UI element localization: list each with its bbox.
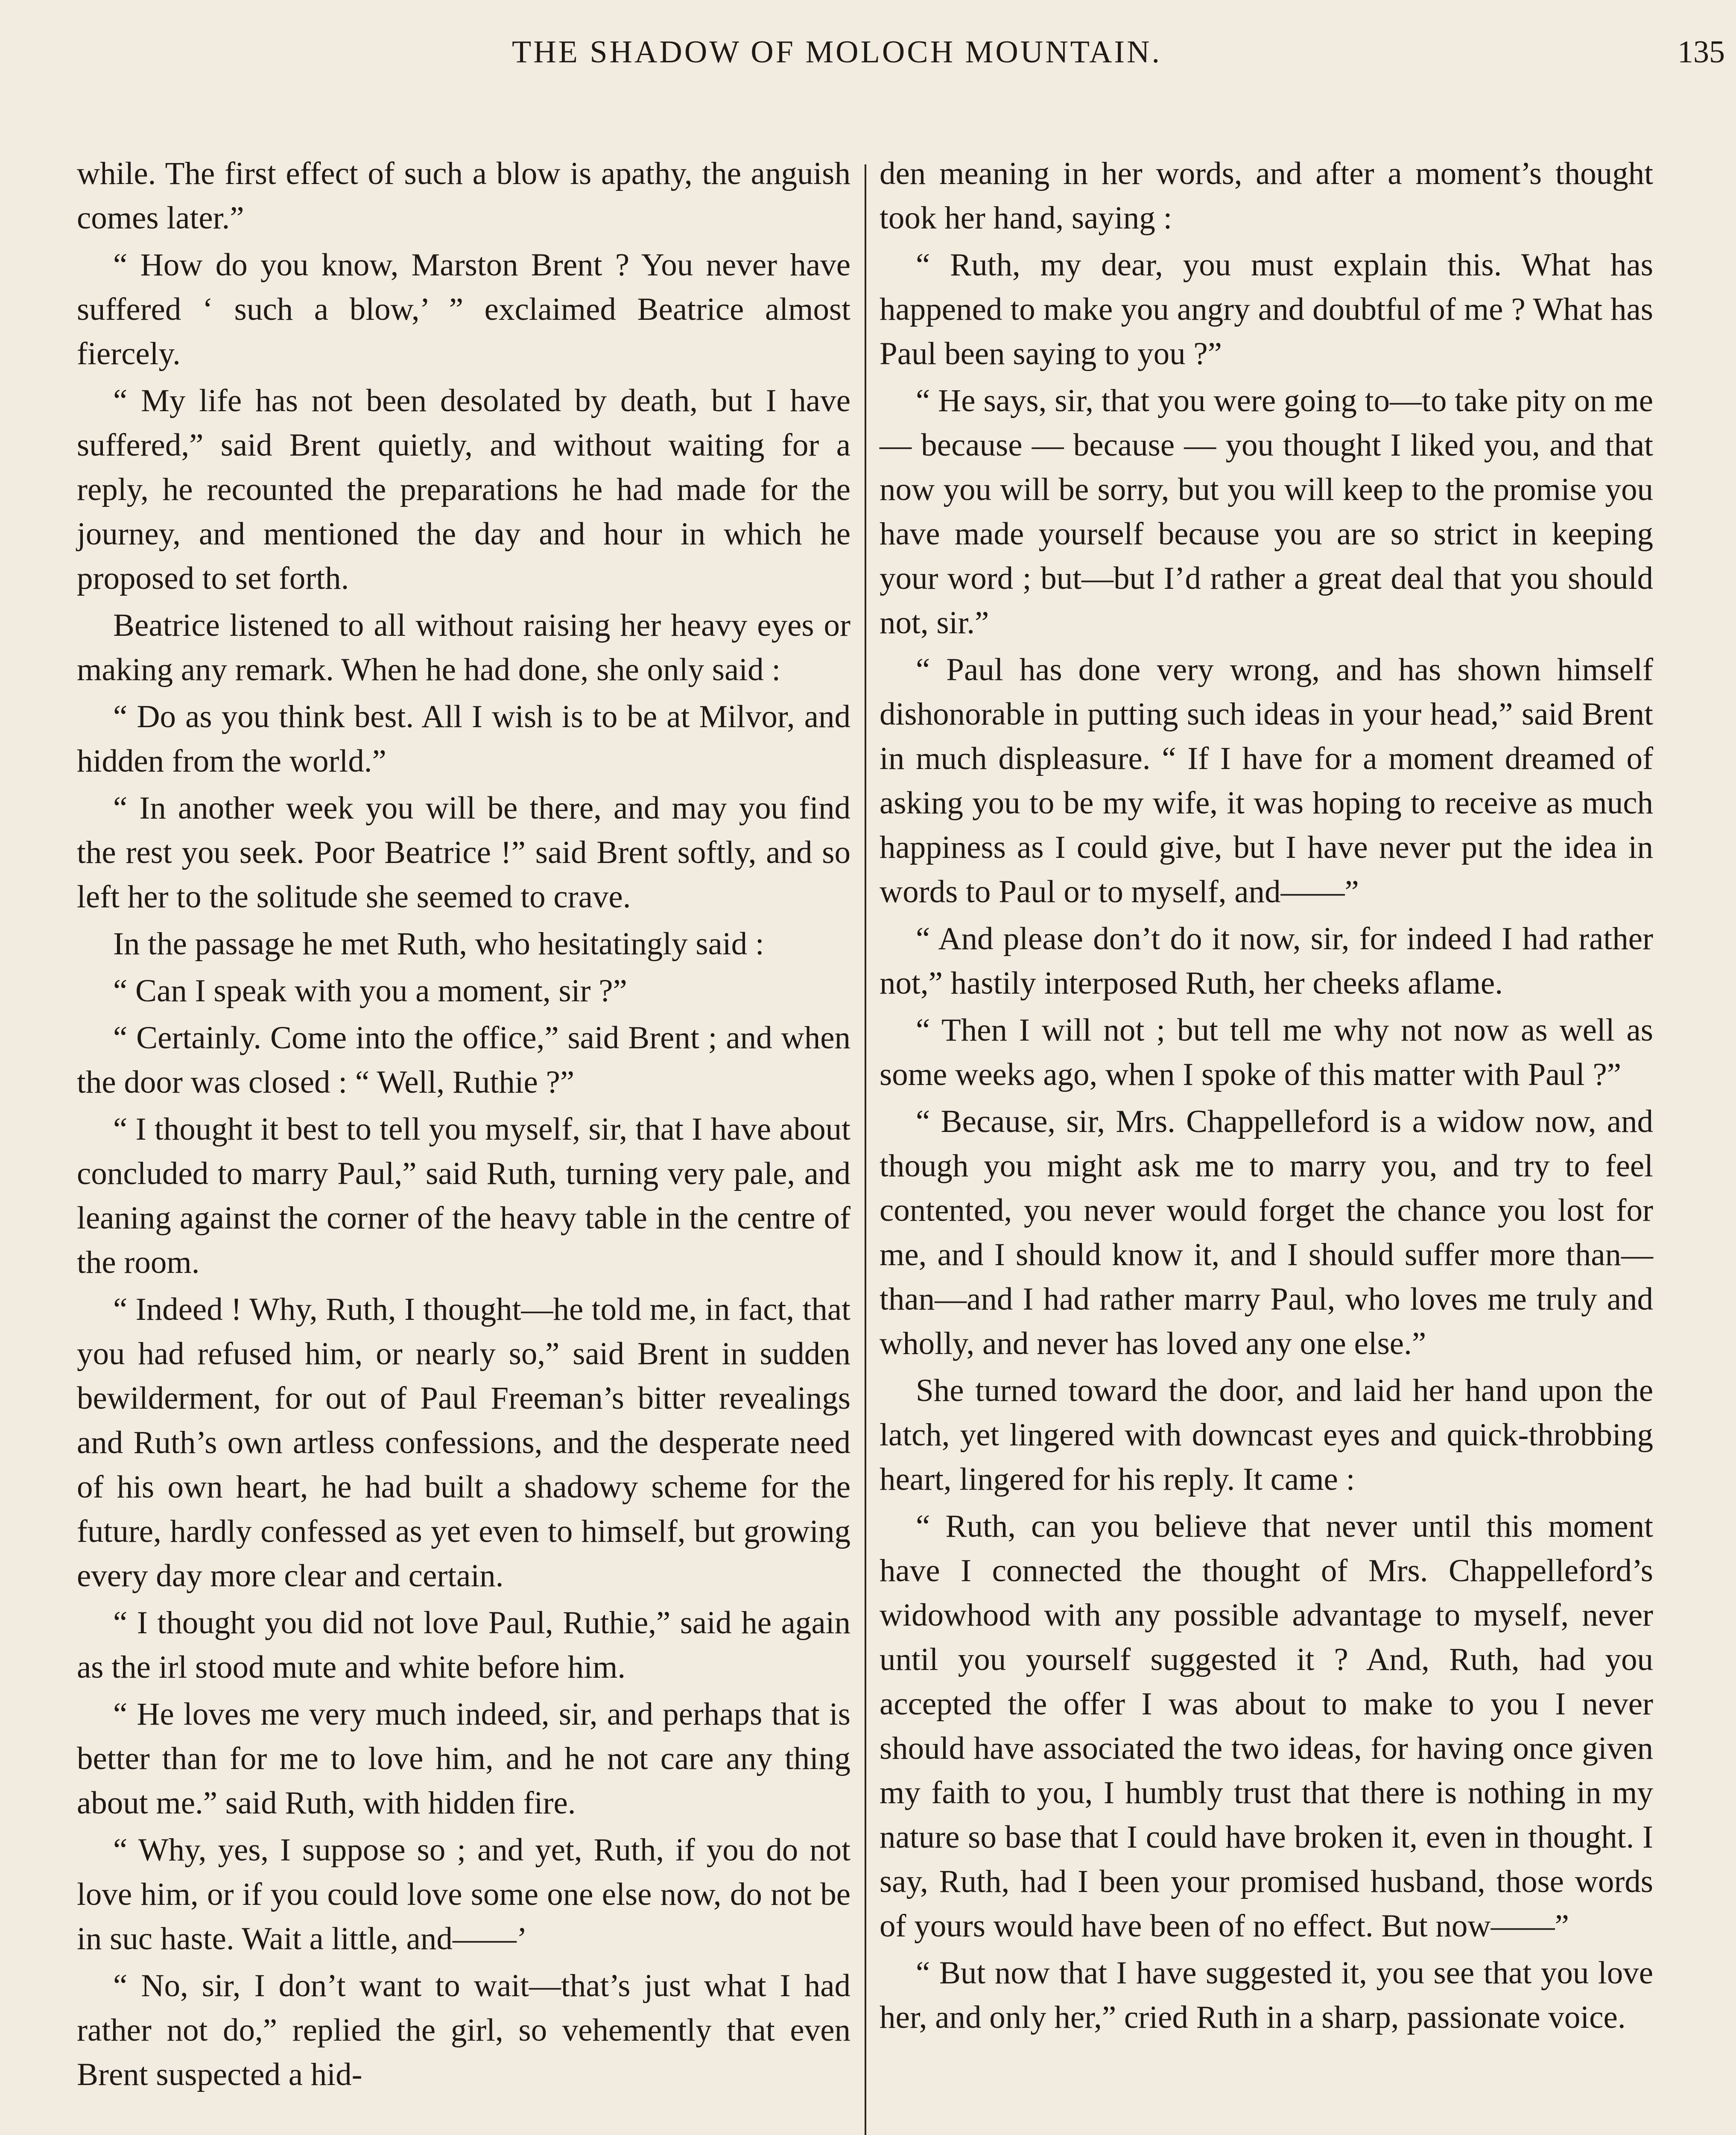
paragraph: “ Because, sir, Mrs. Chappelleford is a widow now, and though you might ask me to marry you, and try to feel contented, you never would forget the chance you lost for me, and I should know it, and I should suffer more than—than—and I had rather marry Paul, who loves me truly and wholly, and never has loved any one else.” bbox=[880, 1104, 1653, 1361]
paragraph: den meaning in her words, and after a moment’s thought took her hand, saying : bbox=[880, 156, 1653, 236]
left-column bbox=[77, 152, 850, 2097]
paragraph: “ But now that I have suggested it, you see that you love her, and only her,” cried Ruth in a sharp, passionate voice. bbox=[880, 1955, 1653, 2035]
paragraph: “ I thought it best to tell you myself, sir, that I have about concluded to marry Paul,” said Ruth, turning very pale, and leaning against the corner of the heavy table in the centre of the room. bbox=[77, 1111, 850, 1280]
paragraph: while. The first effect of such a blow is apathy, the anguish comes later.” bbox=[77, 156, 850, 236]
paragraph: “ Ruth, can you believe that never until this moment have I connected the thought of Mrs. Chappelleford’s widowhood with any possible advantage to myself, never until you yourself suggested it ? And, Ruth, had you accepted the offer I was about to make to you I never should have associated the two ideas, for having once given my faith to you, I humbly trust that there is nothing in my nature so base that I could have broken it, even in thought. I say, Ruth, had I been your promised husband, those words of yours would have been of no effect. But now——” bbox=[880, 1509, 1653, 1944]
paragraph: “ Paul has done very wrong, and has shown himself dishonorable in putting such ideas in your head,” said Brent in much displeasure. “ If I have for a moment dreamed of asking you to be my wife, it was hoping to receive as much happiness as I could give, but I have never put the idea in words to Paul or to myself, and——” bbox=[880, 652, 1653, 910]
running-title: THE SHADOW OF MOLOCH MOUNTAIN. bbox=[512, 35, 1162, 70]
paragraph: “ My life has not been desolated by death, but I have suffered,” said Brent quietly, and without waiting for a reply, he recounted the preparations he had made for the journey, and mentioned the day and hour in which he proposed to set forth. bbox=[77, 383, 850, 596]
paragraph: “ Do as you think best. All I wish is to be at Milvor, and hidden from the world.” bbox=[77, 699, 850, 779]
paragraph: In the passage he met Ruth, who hesitatingly said : bbox=[113, 926, 764, 962]
column-divider bbox=[865, 164, 866, 2135]
paragraph: “ Why, yes, I suppose so ; and yet, Ruth, if you do not love him, or if you could love some one else now, do not be in suc haste. Wait a little, and——’ bbox=[77, 1832, 850, 1957]
paragraph: “ I thought you did not love Paul, Ruthie,” said he again as the irl stood mute and white before him. bbox=[77, 1605, 850, 1685]
paragraph: “ Ruth, my dear, you must explain this. What has happened to make you angry and doubtful of me ? What has Paul been saying to you ?” bbox=[880, 247, 1653, 371]
paragraph: “ He says, sir, that you were going to—to take pity on me — because — because — you thought I liked you, and that now you will be sorry, but you will keep to the promise you have made yourself because you are so strict in keeping your word ; but—but I’d rather a great deal that you should not, sir.” bbox=[880, 383, 1653, 640]
paragraph: “ Then I will not ; but tell me why not now as well as some weeks ago, when I spoke of this matter with Paul ?” bbox=[880, 1012, 1653, 1092]
paragraph: “ How do you know, Marston Brent ? You never have suffered ‘ such a blow,’ ” exclaimed Beatrice almost fiercely. bbox=[77, 247, 850, 371]
paragraph: “ Certainly. Come into the office,” said Brent ; and when the door was closed : “ Well, Ruthie ?” bbox=[77, 1020, 850, 1100]
paragraph: “ And please don’t do it now, sir, for indeed I had rather not,” hastily interposed Ruth, her cheeks aflame. bbox=[880, 921, 1653, 1001]
right-column bbox=[880, 152, 1653, 2040]
paragraph: “ Can I speak with you a moment, sir ?” bbox=[113, 973, 627, 1009]
page-header bbox=[77, 34, 1725, 85]
paragraph: “ Indeed ! Why, Ruth, I thought—he told me, in fact, that you had refused him, or nearly so,” said Brent in sudden bewilderment, for out of Paul Freeman’s bitter revealings and Ruth’s own artless confessions, and the desperate need of his own heart, he had built a shadowy scheme for the future, hardly confessed as yet even to himself, but growing every day more clear and certain. bbox=[77, 1292, 850, 1594]
page-number: 135 bbox=[1678, 35, 1725, 70]
paragraph: She turned toward the door, and laid her hand upon the latch, yet lingered with downcast eyes and quick-throbbing heart, lingered for his reply. It came : bbox=[880, 1373, 1653, 1497]
paragraph: “ He loves me very much indeed, sir, and perhaps that is better than for me to love him, and he not care any thing about me.” said Ruth, with hidden fire. bbox=[77, 1696, 850, 1821]
paragraph: “ In another week you will be there, and may you find the rest you seek. Poor Beatrice !” said Brent softly, and so left her to the solitude she seemed to crave. bbox=[77, 790, 850, 915]
paragraph: “ No, sir, I don’t want to wait—that’s just what I had rather not do,” replied the girl, so vehemently that even Brent suspected a hid- bbox=[77, 1968, 850, 2092]
paragraph: Beatrice listened to all without raising her heavy eyes or making any remark. When he had done, she only said : bbox=[77, 608, 850, 687]
